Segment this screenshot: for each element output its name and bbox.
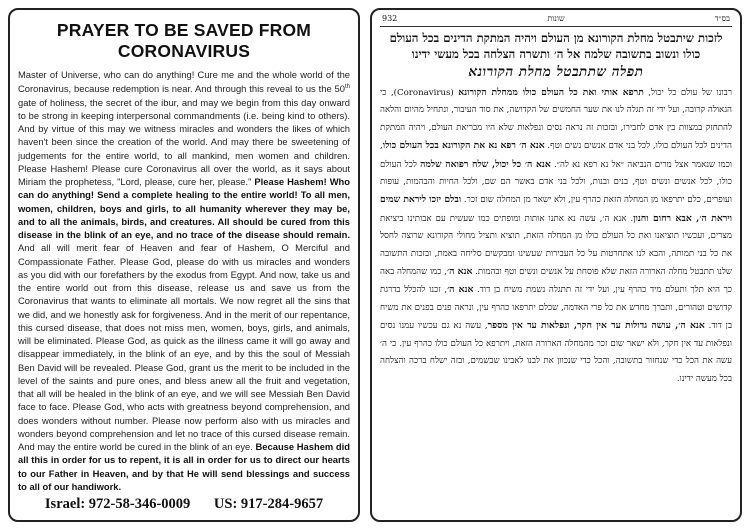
hebrew-bold-text: אנא ה׳, עושה גדולות עד אין חקר, ונפלאות עד אין מספר bbox=[487, 320, 705, 332]
bsd-mark: בס״ד bbox=[714, 14, 730, 23]
hebrew-text-part: , כמו שהמחלה באה כך היא תלך ותעלם מיד כהרף עין, ועל ידי זה תתגלה נשמת משיח בן דוד. bbox=[380, 267, 733, 296]
page-number: 932 bbox=[382, 14, 398, 23]
hebrew-text-part: לכל העולם כולו, לכל אנשים ונשים וטף, בנים ובנות, ולכל בני אדם באשר הם שם, ולכל החיות והבהמות, עופות ועופרים, כלם יתרפאו מן המחלה הזאת כהרף עין, ולא ישאר מן המחלה שום זכר. bbox=[380, 159, 732, 206]
hebrew-text-part: רבונו של עולם כל יכול, bbox=[643, 88, 732, 98]
phone-israel: Israel: 972-58-346-0009 bbox=[44, 496, 191, 512]
hebrew-prayer-text bbox=[380, 84, 732, 388]
hebrew-bold-text: תרפא אותי ואת כל העולם כולו ממחלת הקורונא bbox=[458, 87, 644, 98]
english-bold-text: Because Hashem did all this in order for us to repent, it is all in order for us to direct our hearts to our Father in Heaven, and by that He will send blessings and success to all of our handiwork. bbox=[18, 441, 350, 492]
hebrew-bold-text: ובלם יזכו ליראת שמים ויראת ה׳, אבא רחום וחנון bbox=[380, 194, 733, 224]
hebrew-text-part: . אנא ה׳, עשה נא אתנו אותות ומופתים כמו שעשית עם אבותינו ביציאת מצרים, ועכשיו תוציאנו ואת כל העולם כולו מן המחלה הזאת, תוציא ותציל מחולי הקורונא שרוצה לחסל את כל בני תמותה, והבא לנו אתחרטות על כל העבירות שעשינו ומבקשים סליחה באמת, ובזכות התשובה שלנו תתבטל מחלה הארורה הזאת שלא פוסחת על אנשים ונשים וטף ובהמות. bbox=[380, 213, 732, 278]
phone-us: US: 917-284-9657 bbox=[213, 496, 324, 512]
hebrew-text-part: (Coronavirus), כי הגאולה קרובה, ועל ידי זה תגלה לנו את שער החמשים של הקדושה, את סוד העיבור, ונתחיל מהיום והלאה להתחזק במצוות בין אדם לחבירו, ובזכות זה נראה נסים ונפלאות שלא היו מבריאת העולם, ויהיה המתקת הדינים לכל העולם כולו, לכל בני אדם אנשים נשים וטף. bbox=[380, 88, 732, 152]
hebrew-text-part: , זכנו להכלל בדרגת קדושים וטהורים, ותברך מחדש את כל פרי האדמה, שכלם יתרפאו כהרף עין, ונראה פנים בפנים את משיח בן דוד. bbox=[380, 285, 733, 332]
english-prayer-panel bbox=[8, 8, 360, 522]
contact-phones bbox=[10, 496, 358, 513]
hebrew-heading: לזכות שיתבטל מחלת הקורונא מן העולם ויהיה המתקת הדינים בכל העולם כולו ונשוב בתשובה שלמה אל ה׳ ותשרה הצלחה בכל מעשי ידינו bbox=[389, 31, 723, 61]
hebrew-text-part: , עשה נא גם עכשיו עמנו נסים ונפלאות עד אין חקר, ולא ישאר שום זכר מהמחלה הארורה הזאת, ויתרפא כל העולם כולו כהרף עין. כי ה׳ עשה את הכל כדי שנחזור בתשובה, והכל כדי שנכוון את לבנו לאבינו שבשמים, ובזה ישלח ברכה והצלחה בכל מעשה ידינו. bbox=[380, 321, 732, 384]
english-text-part: gate of holiness, the secret of the ibur, and may we begin from this day onward to be strong in keeping interpersonal commandments (i.e. being kind to others). And by virtue of this may we witness miracles and wonders the likes of which haven't been since the creation of the world. And may there be sweetening of judgements for the entire world, to all mankind, men women and children. Please Hashem! Please cure Coronavirus all over the world, as it says about Miriam the prophetess, "Lord, please, cure her, please." bbox=[18, 96, 350, 188]
hebrew-bold-text: אנא ה׳ bbox=[447, 284, 474, 296]
english-title: PRAYER TO BE SAVED FROM CORONAVIRUS bbox=[56, 20, 312, 61]
english-superscript: th bbox=[344, 84, 350, 91]
english-bold-text: Please Hashem! Who can do anything! Send a complete healing to the entire world! To all men, women, children, boys and girls, to all humanity wherever they may be, and to all the animals, birds, and creatures. All should be cured from this disease in the blink of an eye, and no trace of the disease should remain. bbox=[18, 176, 350, 241]
hebrew-prayer-panel bbox=[370, 8, 742, 522]
english-text-part: And all will merit fear of Heaven and fear of Hashem, O Merciful and Compassionate Father. Please God, please do with us miracles and wonders as you did with our forefathers by the exodus from Egypt. And now, take us and the entire world out from this disease, release us and save us from the Coronavirus that wants to eliminate all mortals. We now regret all the sins that we did, and we honestly ask for forgiveness. And in the merit of our repentance, this cursed disease, that does not miss men, women, boys, girls, and animals, will be eliminated. Please God, as quick as the illness came it will go away and disappear immediately, in the blink of an eye, and by this the soul of Messiah Ben David will be revealed. Please God, grant us the merit to be included in the level of the saints and pure ones, and bless anew all the fruit and vegetation, that all will be healed in the blink of an eye, and we will see Messiah Ben David face to face. Please God, who acts with greatness beyond comprehension, and does wonders without number. Please now perform also with us miracles and wonders beyond comprehension and let no trace of this cursed disease remain. And may the entire world be cured in the blink of an eye. bbox=[18, 242, 350, 453]
hebrew-bold-text: אנא ה׳ כל יכול, שלח רפואה שלמה bbox=[420, 158, 551, 170]
english-prayer-text bbox=[18, 68, 350, 493]
english-text-part: Master of Universe, who can do anything! Cure me and the whole world of the Coronavirus, because redemption is near. And through this reveal to us the 50 bbox=[18, 69, 350, 95]
section-name: שונות bbox=[547, 14, 565, 23]
hebrew-bold-text: אנא ה׳ bbox=[446, 266, 473, 278]
hebrew-text-part: , וכמו שנאמר אצל מרים הנביאה ״אל נא רפא נא לה״. bbox=[380, 141, 733, 170]
hebrew-page-header bbox=[380, 14, 732, 27]
hebrew-subheading: תפלה שתתבטל מחלת הקורונא bbox=[468, 64, 644, 80]
hebrew-bold-text: אנא ה׳ רפא נא את הקורונא בכל העולם כולו bbox=[382, 140, 545, 152]
